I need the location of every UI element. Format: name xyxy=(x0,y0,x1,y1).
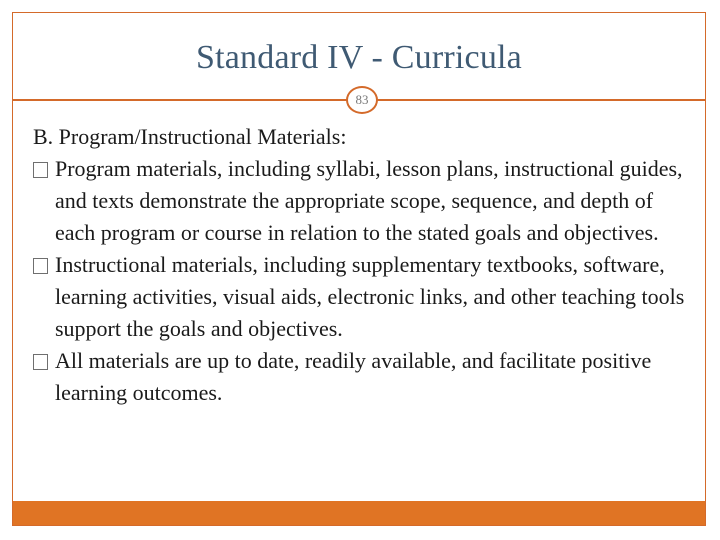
bullet-text: Program materials, including syllabi, lesson plans, instructional guides, and texts demonstrate the appropriate scope, sequence, and depth of each program or course in relation to the stated goals and objectives. xyxy=(55,156,683,245)
empty-square-icon xyxy=(33,258,48,274)
footer-bar xyxy=(13,501,705,525)
bullet-text: Instructional materials, including supplementary textbooks, software, learning activities, visual aids, electronic links, and other teaching tools support the goals and objectives. xyxy=(55,252,685,341)
slide-title: Standard IV - Curricula xyxy=(196,39,522,76)
section-heading: B. Program/Instructional Materials: xyxy=(33,124,347,149)
slide xyxy=(12,12,706,526)
bullet-text: All materials are up to date, readily available, and facilitate positive learning outcomes. xyxy=(55,348,652,405)
bullet-item xyxy=(33,249,693,345)
empty-square-icon xyxy=(33,354,48,370)
page-number-badge: 83 xyxy=(346,86,378,114)
slide-body xyxy=(33,121,693,409)
bullet-item xyxy=(33,345,693,409)
bullet-item xyxy=(33,153,693,249)
empty-square-icon xyxy=(33,162,48,178)
